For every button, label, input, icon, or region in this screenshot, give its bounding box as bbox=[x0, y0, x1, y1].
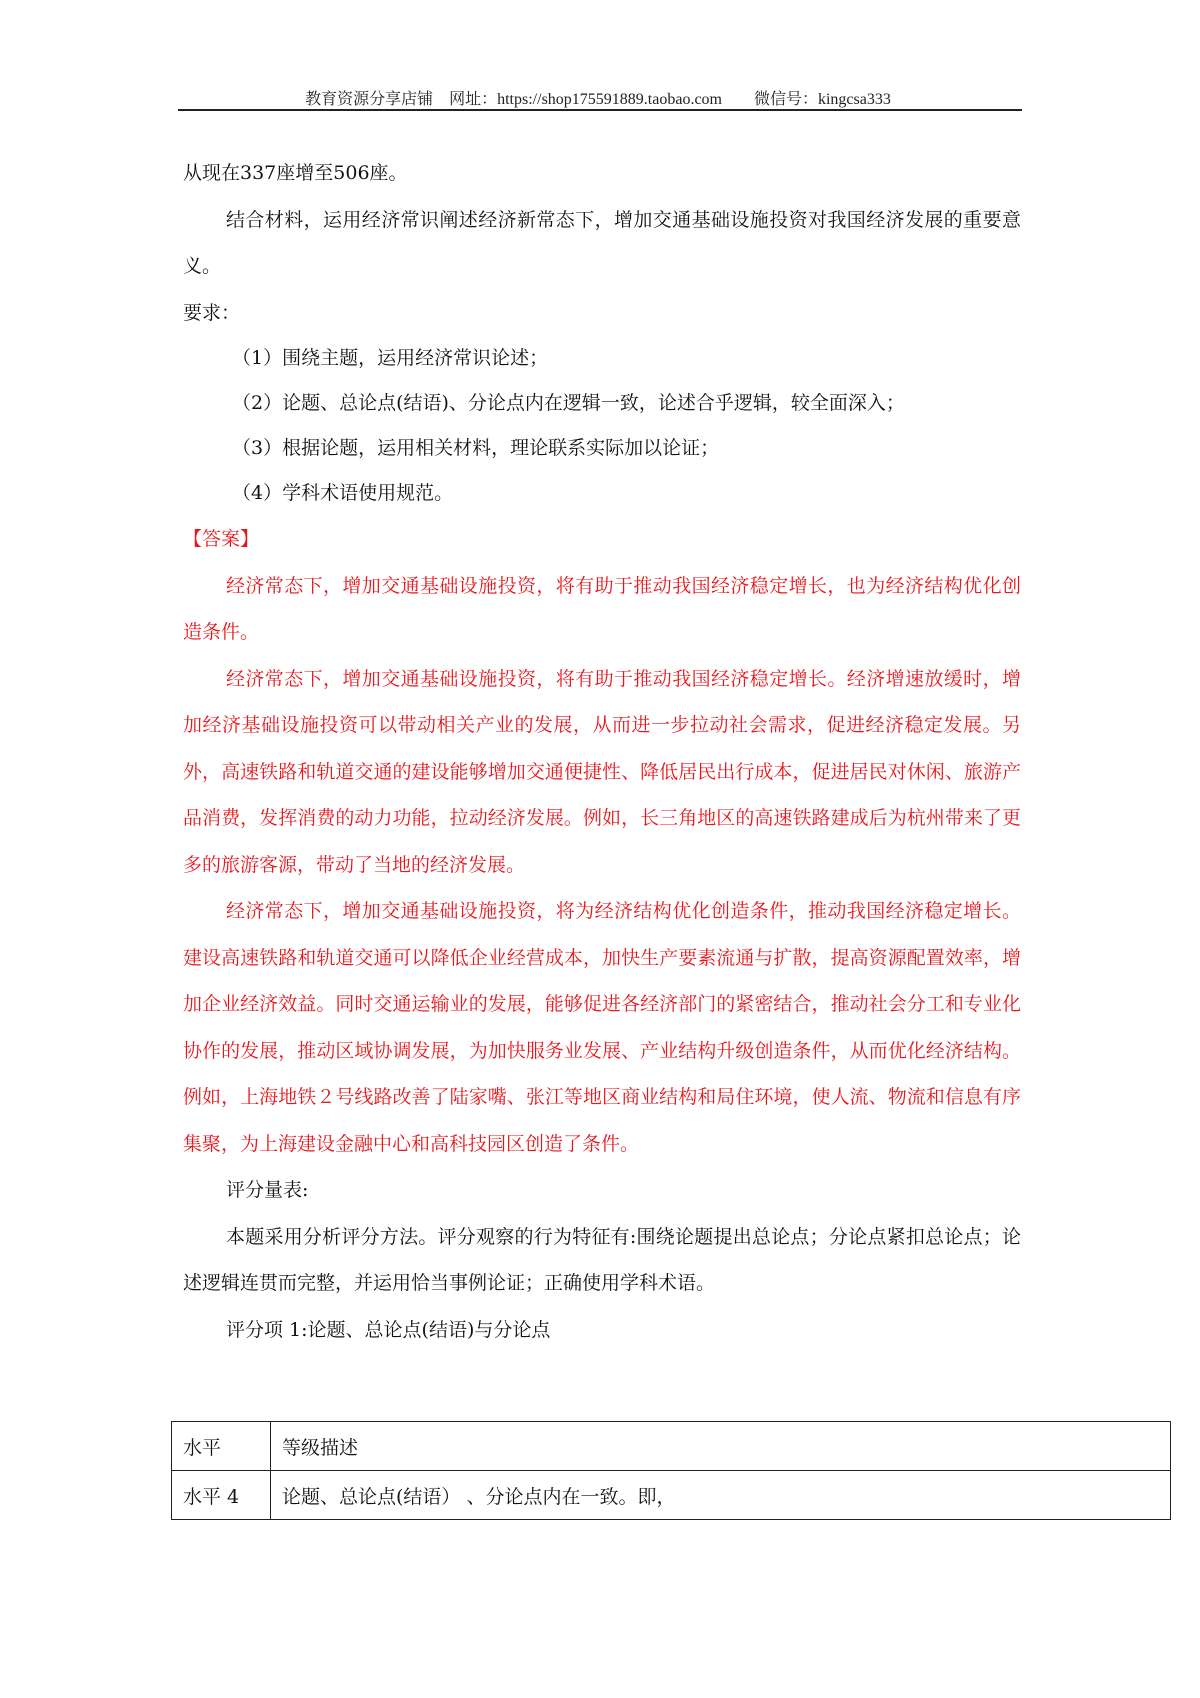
scoring-table bbox=[171, 1421, 1171, 1520]
requirements-label: 要求： bbox=[183, 301, 241, 324]
material-tail: 从现在337座增至506座。 bbox=[183, 162, 408, 184]
table-header-row bbox=[172, 1422, 1171, 1471]
requirement-item: （2）论题、总论点(结语)、分论点内在逻辑一致，论述合乎逻辑，较全面深入； bbox=[232, 392, 905, 414]
table-row bbox=[172, 1471, 1171, 1520]
answer-paragraph: 经济常态下，增加交通基础设施投资，将为经济结构优化创造条件，推动我国经济稳定增长。 建设高速铁路和轨道交通可以降低企业经营成本，加快生产要素流通与扩散，提高资源配置效率，增加企业经济效益。同时交通运输业的发展，能够促进各经济部门的紧密结合，推动社会分工和专业化协作的发展，推动区域协调发展，为加快服务业发展、产业结构升级创造条件，从而优化经济结构。例如，上海地铁２号线路改善了陆家嘴、张江等地区商业结构和局住环境，使人流、物流和信息有序集聚，为上海建设金融中心和高科技园区创造了条件。 bbox=[183, 900, 1021, 1155]
document-body bbox=[183, 150, 1021, 1353]
page-header: 教育资源分享店铺 网址：https://shop175591889.taobao.com 微信号：kingcsa333 bbox=[305, 91, 891, 108]
requirement-item: （3）根据论题，运用相关材料，理论联系实际加以论证； bbox=[232, 437, 720, 459]
header-rule bbox=[178, 109, 1022, 111]
rubric-label: 评分量表: bbox=[226, 1179, 309, 1201]
question-text: 结合材料，运用经济常识阐述经济新常态下，增加交通基础设施投资对我国经济发展的重要意义。 bbox=[183, 208, 1021, 277]
answer-label: 【答案】 bbox=[183, 528, 260, 550]
rubric-item-label: 评分项 1:论题、总论点(结语)与分论点 bbox=[226, 1318, 551, 1341]
table-header-level: 水平 bbox=[172, 1422, 271, 1471]
requirement-item: （1）围绕主题，运用经济常识论述； bbox=[232, 347, 549, 369]
rubric-description: 本题采用分析评分方法。评分观察的行为特征有:围绕论题提出总论点；分论点紧扣总论点；论述逻辑连贯而完整，并运用恰当事例论证；正确使用学科术语。 bbox=[183, 1225, 1021, 1294]
table-cell-desc: 论题、总论点(结语） 、分论点内在一致。即， bbox=[271, 1471, 1171, 1520]
answer-paragraph: 经济常态下，增加交通基础设施投资，将有助于推动我国经济稳定增长。经济增速放缓时，增加经济基础设施投资可以带动相关产业的发展，从而进一步拉动社会需求，促进经济稳定发展。另外，高速铁路和轨道交通的建设能够增加交通便捷性、降低居民出行成本，促进居民对休闲、旅游产品消费，发挥消费的动力功能，拉动经济发展。例如，长三角地区的高速铁路建成后为杭州带来了更多的旅游客源，带动了当地的经济发展。 bbox=[183, 667, 1021, 876]
table-header-desc: 等级描述 bbox=[271, 1422, 1171, 1471]
table-cell-level: 水平 4 bbox=[172, 1471, 271, 1520]
answer-paragraph: 经济常态下，增加交通基础设施投资，将有助于推动我国经济稳定增长，也为经济结构优化创造条件。 bbox=[183, 574, 1021, 643]
requirement-item: （4）学科术语使用规范。 bbox=[232, 482, 454, 504]
